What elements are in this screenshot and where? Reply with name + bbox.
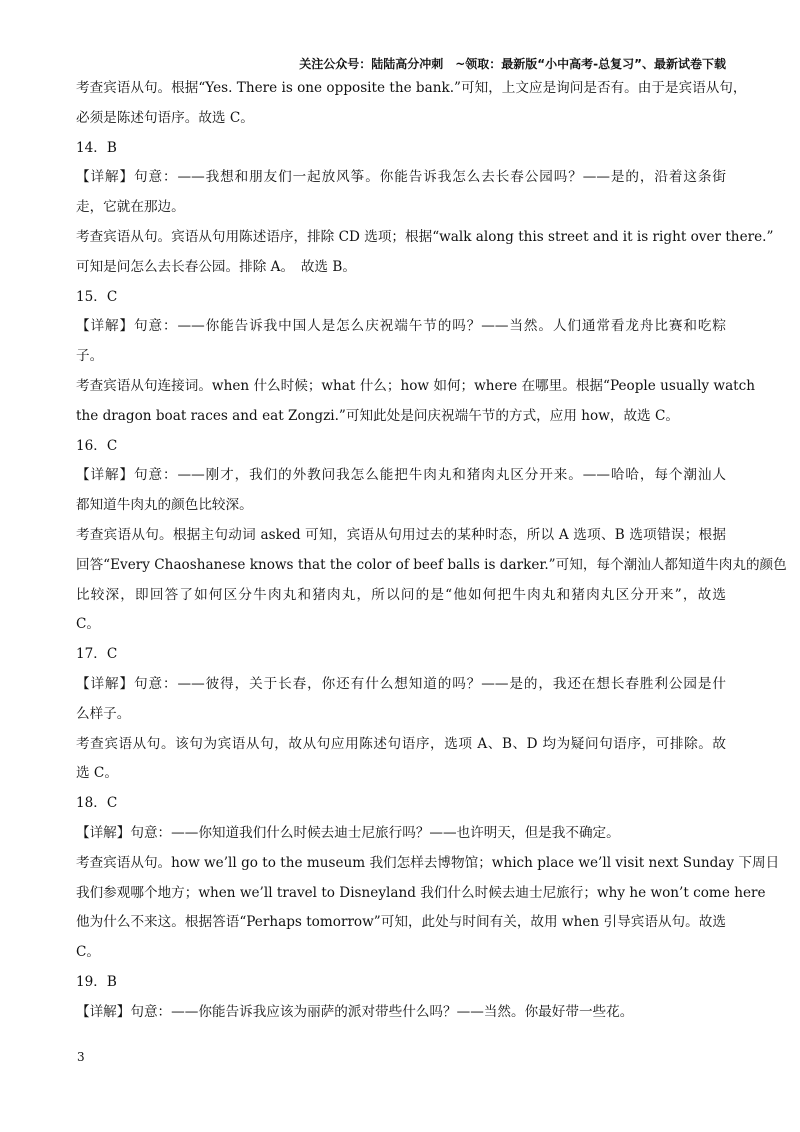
text-line: 【详解】句意：——你知道我们什么时候去迪士尼旅行吗？——也许明天，但是我不确定。 <box>76 824 620 841</box>
text-line: 考查宾语从句。how we’ll go to the museum 我们怎样去博物馆；which place we’ll visit next Sunday 下周日 <box>76 854 780 871</box>
text-line: 考查宾语从句。该句为宾语从句，故从句应用陈述句语序，选项 A、B、D 均为疑问句语序，可排除。故 <box>76 735 726 752</box>
text-line: 【详解】句意：——刚才，我们的外教问我怎么能把牛肉丸和猪肉丸区分开来。——哈哈，每个潮汕人 <box>76 467 726 484</box>
text-line: 【详解】句意：——你能告诉我中国人是怎么庆祝端午节的吗？——当然。人们通常看龙舟比赛和吃粽 <box>76 318 726 335</box>
text-line: 么样子。 <box>76 705 131 722</box>
text-line: 走，它就在那边。 <box>76 199 185 216</box>
text-line: 都知道牛肉丸的颜色比较深。 <box>76 497 253 514</box>
text-line: 子。 <box>76 348 104 365</box>
text-line: 必须是陈述句语序。故选 C。 <box>76 109 254 126</box>
document-body <box>76 78 787 1032</box>
text-line: 【详解】句意：——我想和朋友们一起放风筝。你能告诉我怎么去长春公园吗？——是的，沿着这条街 <box>76 169 726 186</box>
text-line: 【详解】句意：——彼得，关于长春，你还有什么想知道的吗？——是的，我还在想长春胜利公园是什 <box>76 675 726 692</box>
text-line: 回答“Every Chaoshanese knows that the color of beef balls is darker.”可知，每个潮汕人都知道牛肉丸的颜色 <box>76 556 787 573</box>
text-line: 19．B <box>76 973 117 990</box>
text-line: 考查宾语从句。宾语从句用陈述语序，排除 CD 选项；根据“walk along this street and it is right over there.” <box>76 228 774 245</box>
text-line: 14．B <box>76 139 117 156</box>
text-line: 比较深，即回答了如何区分牛肉丸和猪肉丸，所以问的是“他如何把牛肉丸和猪肉丸区分开来”，故选 <box>76 586 726 603</box>
text-line: 我们参观哪个地方；when we’ll travel to Disneyland 我们什么时候去迪士尼旅行；why he won’t come here <box>76 884 766 901</box>
text-line: 17．C <box>76 646 118 663</box>
text-line: 选 C。 <box>76 765 118 782</box>
text-line: 考查宾语从句。根据“Yes. There is one opposite the bank.”可知，上文应是询问是否有。由于是宾语从句， <box>76 80 747 96</box>
text-line: 【详解】句意：——你能告诉我应该为丽萨的派对带些什么吗？——当然。你最好带一些花。 <box>76 1003 634 1020</box>
text-line: 18．C <box>76 795 118 812</box>
text-line: C。 <box>76 944 100 961</box>
text-line: C。 <box>76 616 100 633</box>
text-line: 他为什么不来这。根据答语“Perhaps tomorrow”可知，此处与时间有关，故用 when 引导宾语从句。故选 <box>76 914 726 931</box>
text-line: 考查宾语从句。根据主句动词 asked 可知，宾语从句用过去的某种时态，所以 A 选项、B 选项错误；根据 <box>76 526 726 543</box>
text-line: 可知是问怎么去长春公园。排除 A。 故选 B。 <box>76 258 356 275</box>
text-line: the dragon boat races and eat Zongzi.”可知此处是问庆祝端午节的方式，应用 how，故选 C。 <box>76 407 679 424</box>
text-line: 16．C <box>76 437 118 454</box>
page-number: 3 <box>77 1050 85 1064</box>
text-line: 15．C <box>76 288 118 305</box>
page-header: 关注公众号：陆陆高分冲刺 ~领取：最新版“小中高考-总复习”、最新试卷下载 <box>299 57 726 71</box>
text-line: 考查宾语从句连接词。when 什么时候；what 什么；how 如何；where 在哪里。根据“People usually watch <box>76 377 756 394</box>
